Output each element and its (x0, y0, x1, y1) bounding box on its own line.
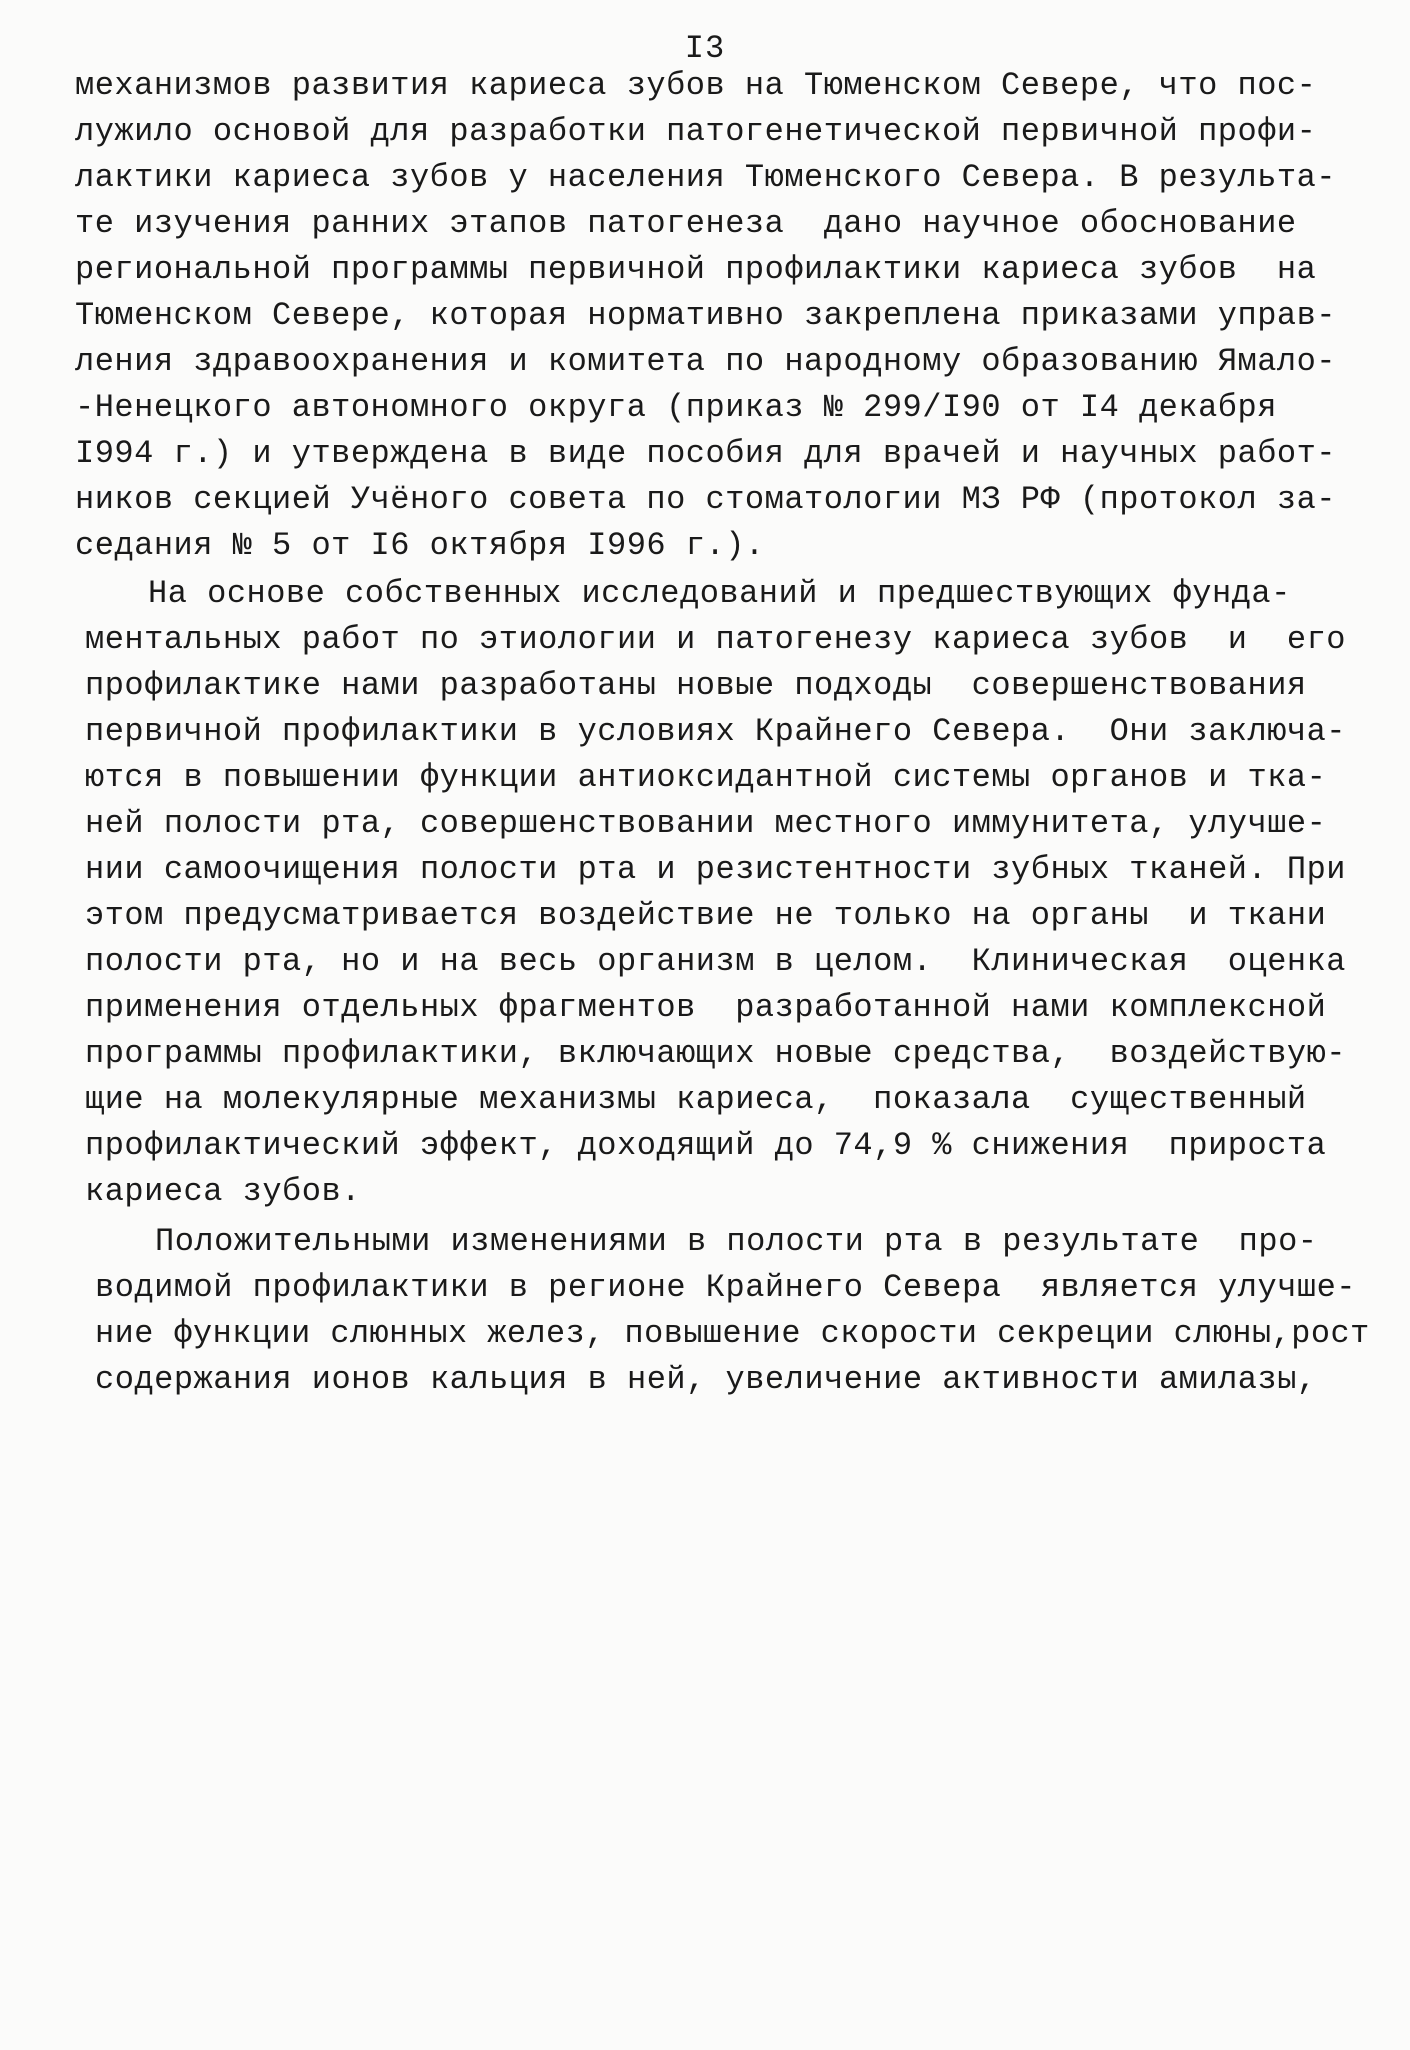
text-line: региональной программы первичной профилактики кариеса зубов на (75, 251, 1317, 288)
paragraph-first-line: Положительными изменениями в полости рта в результате про- (155, 1223, 1318, 1260)
text-line: первичной профилактики в условиях Крайнего Севера. Они заключа- (85, 713, 1346, 750)
text-line: профилактике нами разработаны новые подходы совершенствования (85, 667, 1307, 704)
text-line: ние функции слюнных желез, повышение скорости секреции слюны,рост (95, 1315, 1370, 1352)
text-line: применения отдельных фрагментов разработанной нами комплексной (85, 989, 1327, 1026)
text-line: I994 г.) и утверждена в виде пособия для врачей и научных работ- (75, 435, 1336, 472)
text-line: седания № 5 от I6 октября I996 г.). (75, 527, 765, 564)
paragraph-first-line: На основе собственных исследований и предшествующих фунда- (148, 575, 1291, 612)
text-line: Тюменском Севере, которая нормативно закреплена приказами управ- (75, 297, 1336, 334)
text-line: ментальных работ по этиологии и патогенезу кариеса зубов и его (85, 621, 1346, 658)
text-line: лактики кариеса зубов у населения Тюменского Севера. В результа- (75, 159, 1336, 196)
text-line: программы профилактики, включающих новые средства, воздействую- (85, 1035, 1346, 1072)
text-line: ются в повышении функции антиоксидантной системы органов и тка- (85, 759, 1327, 796)
text-line: полости рта, но и на весь организм в целом. Клиническая оценка (85, 943, 1346, 980)
text-line: нии самоочищения полости рта и резистентности зубных тканей. При (85, 851, 1346, 888)
text-line: те изучения ранних этапов патогенеза дано научное обоснование (75, 205, 1297, 242)
text-line: щие на молекулярные механизмы кариеса, показала существенный (85, 1081, 1307, 1118)
text-line: ления здравоохранения и комитета по народному образованию Ямало- (75, 343, 1336, 380)
text-line: содержания ионов кальция в ней, увеличение активности амилазы, (95, 1361, 1317, 1398)
text-line: механизмов развития кариеса зубов на Тюменском Севере, что пос- (75, 67, 1317, 104)
text-line: ников секцией Учёного совета по стоматологии МЗ РФ (протокол за- (75, 481, 1336, 518)
text-line: этом предусматривается воздействие не только на органы и ткани (85, 897, 1327, 934)
text-line: ней полости рта, совершенствовании местного иммунитета, улучше- (85, 805, 1327, 842)
text-line: профилактический эффект, доходящий до 74,9 % снижения прироста (85, 1127, 1327, 1164)
text-line: водимой профилактики в регионе Крайнего Севера является улучше- (95, 1269, 1356, 1306)
text-line: кариеса зубов. (85, 1173, 361, 1210)
page-number: I3 (684, 30, 726, 67)
text-line: -Ненецкого автономного округа (приказ № 299/I90 от I4 декабря (75, 389, 1277, 426)
text-line: лужило основой для разработки патогенетической первичной профи- (75, 113, 1317, 150)
